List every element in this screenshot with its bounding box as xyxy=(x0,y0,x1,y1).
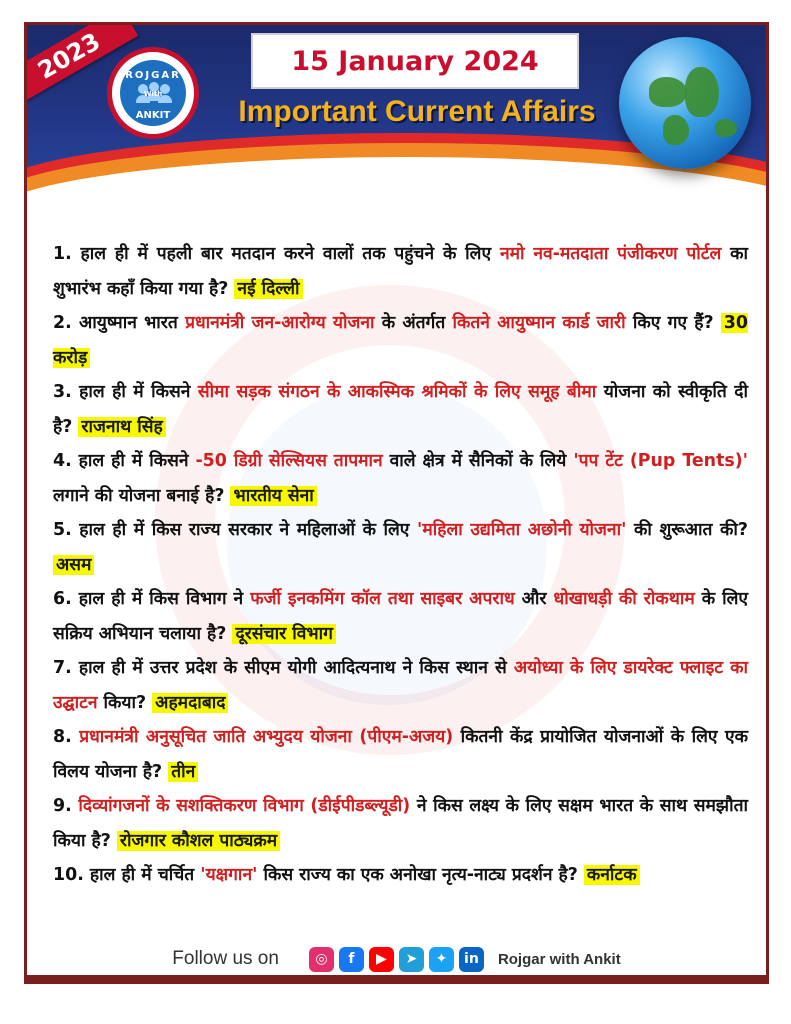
answer-highlight: असम xyxy=(53,555,94,575)
question-number: 9. xyxy=(53,796,72,816)
social-icons xyxy=(309,947,484,972)
question-text: वाले क्षेत्र में सैनिकों के लिये xyxy=(382,451,574,471)
highlight-phrase: प्रधानमंत्री जन-आरोग्य योजना xyxy=(185,313,375,333)
question-text: हाल ही में किसने xyxy=(71,382,198,402)
question-number: 7. xyxy=(53,658,72,678)
poster-frame xyxy=(24,22,769,984)
logo-ring xyxy=(120,60,186,126)
globe-icon xyxy=(619,37,751,169)
highlight-phrase: 'पप टेंट (Pup Tents)' xyxy=(573,451,749,471)
question-text: हाल ही में किस राज्य सरकार ने महिलाओं के लिए xyxy=(71,520,417,540)
question-text: हाल ही में पहली बार मतदान करने वालों तक पहुंचने के लिए xyxy=(71,244,500,264)
question-item xyxy=(53,582,748,651)
logo-middle-text: With xyxy=(143,90,163,98)
answer-highlight: 30 करोड़ xyxy=(53,313,748,368)
answer-highlight: रोजगार कौशल पाठ्यक्रम xyxy=(117,831,280,851)
highlight-phrase: प्रधानमंत्री अनुसूचित जाति अभ्युदय योजना (पीएम-अजय) xyxy=(79,727,454,747)
question-text: और xyxy=(514,589,554,609)
question-item xyxy=(53,444,748,513)
highlight-phrase: -50 डिग्री सेल्सियस तापमान xyxy=(195,451,383,471)
follow-label: Follow us on xyxy=(172,948,279,969)
question-list xyxy=(53,237,748,893)
answer-highlight: अहमदाबाद xyxy=(152,693,228,713)
date-label: 15 January 2024 xyxy=(251,33,579,89)
question-text: की शुरूआत की? xyxy=(626,520,748,540)
question-item xyxy=(53,513,748,582)
instagram-icon[interactable]: ◎ xyxy=(309,947,334,972)
highlight-phrase: दिव्यांगजनों के सशक्तिकरण विभाग (डीईपीडब्ल्यूडी) xyxy=(78,796,411,816)
question-text: हाल ही में किसने xyxy=(71,451,196,471)
answer-highlight: कर्नाटक xyxy=(584,865,640,885)
logo-bottom-text: ANKIT xyxy=(135,110,171,121)
answer-highlight: राजनाथ सिंह xyxy=(78,417,165,437)
channel-handle[interactable]: Rojgar with Ankit xyxy=(497,950,621,968)
question-item xyxy=(53,306,748,375)
highlight-phrase: धोखाधड़ी की रोकथाम xyxy=(553,589,695,609)
question-item xyxy=(53,651,748,720)
question-item xyxy=(53,858,748,893)
question-text: ने किस लक्ष्य के लिए सक्षम भारत के साथ समझौता किया है? xyxy=(53,796,749,851)
question-item xyxy=(53,375,748,444)
question-text: हाल ही में उत्तर प्रदेश के सीएम योगी आदित्यनाथ ने किस स्थान से xyxy=(71,658,514,678)
highlight-phrase: फर्जी इनकमिंग कॉल तथा साइबर अपराध xyxy=(250,589,515,609)
highlight-phrase: 'महिला उद्यमिता अछोनी योजना' xyxy=(417,520,627,540)
highlight-phrase: अयोध्या के लिए डायरेक्ट फ्लाइट का उद्घाटन xyxy=(53,658,749,713)
facebook-icon[interactable]: f xyxy=(339,947,364,972)
highlight-phrase: 'यक्षगान' xyxy=(200,865,258,885)
question-number: 10. xyxy=(53,865,84,885)
question-text: के अंतर्गत xyxy=(374,313,453,333)
question-item xyxy=(53,720,748,789)
youtube-icon[interactable]: ▶ xyxy=(369,947,394,972)
question-text: लगाने की योजना बनाई है? xyxy=(53,485,231,506)
highlight-phrase: नमो नव-मतदाता पंजीकरण पोर्टल xyxy=(499,244,722,264)
answer-highlight: भारतीय सेना xyxy=(230,486,316,506)
question-text: के लिए सक्रिय अभियान चलाया है? xyxy=(53,589,748,644)
question-number: 8. xyxy=(53,727,72,747)
question-number: 5. xyxy=(53,520,72,540)
highlight-phrase: सीमा सड़क संगठन के आकस्मिक श्रमिकों के लिए समूह बीमा xyxy=(197,382,597,402)
question-text: कितनी केंद्र प्रायोजित योजनाओं के लिए एक विलय योजना है? xyxy=(53,727,748,782)
telegram-icon[interactable]: ➤ xyxy=(399,947,424,972)
answer-highlight: नई दिल्ली xyxy=(234,279,302,299)
question-text: हाल ही में किस विभाग ने xyxy=(71,589,251,609)
question-text: का शुभारंभ कहाँ किया गया है? xyxy=(53,244,748,299)
question-text: योजना को स्वीकृति दी है? xyxy=(53,382,748,437)
question-item xyxy=(53,789,748,858)
question-number: 3. xyxy=(53,382,72,402)
answer-highlight: तीन xyxy=(168,762,198,782)
question-number: 6. xyxy=(53,589,72,609)
question-number: 1. xyxy=(53,244,72,264)
rojgar-logo xyxy=(107,47,199,139)
logo-top-text: ROJGAR xyxy=(125,70,181,81)
answer-highlight: दूरसंचार विभाग xyxy=(232,624,336,644)
question-number: 4. xyxy=(53,451,72,471)
page-title: Important Current Affairs xyxy=(238,95,596,128)
footer-bar xyxy=(27,975,766,981)
question-text: हाल ही में चर्चित xyxy=(83,865,201,885)
question-item xyxy=(53,237,748,306)
question-number: 2. xyxy=(53,313,72,333)
question-text: किया? xyxy=(97,692,153,713)
year-ribbon: 2023 xyxy=(24,22,138,106)
header-banner xyxy=(27,25,766,215)
highlight-phrase: कितने आयुष्मान कार्ड जारी xyxy=(452,313,626,333)
question-text: किस राज्य का एक अनोखा नृत्य-नाट्य प्रदर्शन है? xyxy=(257,865,584,885)
linkedin-icon[interactable]: in xyxy=(459,947,484,972)
twitter-icon[interactable]: ✦ xyxy=(429,947,454,972)
question-text: आयुष्मान भारत xyxy=(71,313,186,333)
question-text: किए गए हैं? xyxy=(625,313,721,333)
